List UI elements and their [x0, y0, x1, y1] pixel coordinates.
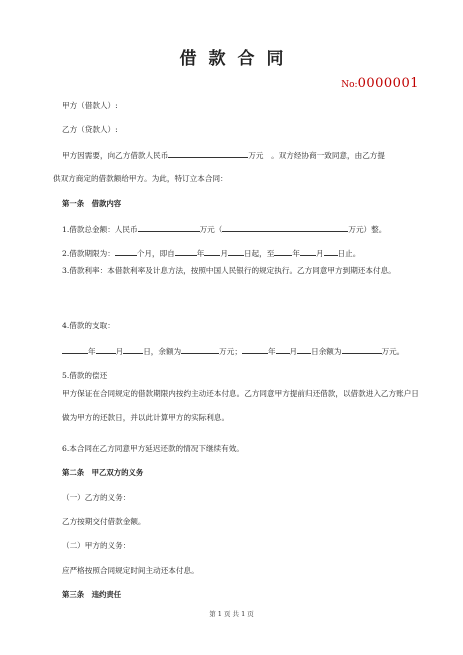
intro-line-2: 供双方商定的借款额给甲方。为此，特订立本合同： — [53, 174, 228, 183]
page-footer: 第 1 页 共 1 页 — [209, 610, 254, 618]
duty-borrower-title: （二）甲方的义务： — [62, 541, 131, 550]
article-1-title: 第一条 借款内容 — [62, 199, 122, 208]
borrower-line: 甲方（借款人）: — [62, 101, 118, 110]
item-3: 3.借款利率：本借款利率及计息方法，按照中国人民银行的规定执行。乙方同意甲方到期还本付息。 — [62, 266, 396, 275]
article-2-title: 第二条 甲乙双方的义务 — [62, 468, 144, 477]
item-2: 2.借款期限为： 个月，即自 年 月 日起，至 年 月 日止。 — [62, 249, 361, 258]
item-5-body: 甲方保证在合同规定的借款期限内按约主动还本付息。乙方同意甲方提前归还借款，以借款进入乙方账户日做为甲方的还款日，并以此计算甲方的实际利息。 — [62, 389, 419, 422]
contract-title: 借款合同 — [179, 49, 296, 69]
item-4-schedule: 年 月 日，余额为 万元； 年 月 日余额为 万元。 — [62, 345, 422, 357]
document-number — [341, 76, 419, 91]
item-5: 5.借款的偿还 — [62, 371, 108, 380]
duty-lender-title: （一）乙方的义务： — [62, 493, 131, 502]
item-6: 6.本合同在乙方同意甲方延迟还款的情况下继续有效。 — [62, 444, 244, 453]
lender-line: 乙方（贷款人）: — [62, 125, 118, 134]
item-1: 1.借款总金额：人民币 万元（ 万元）整。 — [62, 225, 387, 234]
intro-line-1: 甲方因需要，向乙方借款人民币 万元 。双方经协商一致同意，由乙方提 — [62, 151, 385, 160]
item-4: 4.借款的支取： — [62, 321, 115, 330]
article-3-title: 第三条 违约责任 — [62, 590, 122, 599]
duty-lender-body: 乙方按期交付借款金额。 — [62, 517, 146, 526]
amount-blank — [168, 149, 248, 158]
document-number-label: No: — [341, 80, 358, 90]
document-number-value: 0000001 — [357, 76, 419, 91]
duty-borrower-body: 应严格按照合同规定时间主动还本付息。 — [62, 566, 199, 575]
